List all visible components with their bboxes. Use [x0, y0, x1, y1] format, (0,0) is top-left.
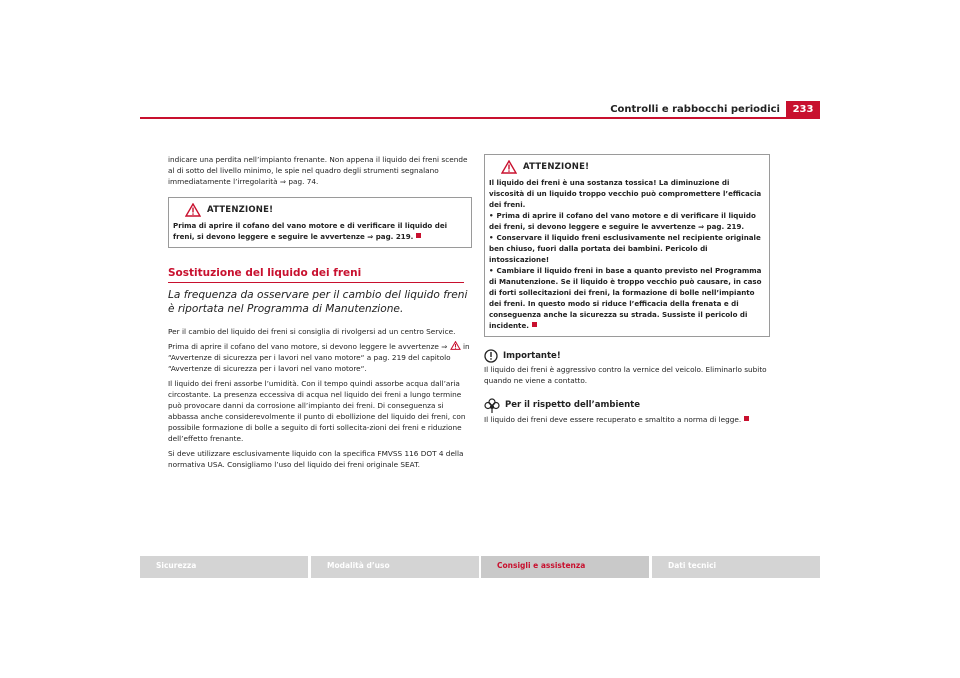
warning-text-content: Prima di aprire il cofano del vano motore e di verificare il liquido dei freni, si devono leggere e seguire le avvertenze ⇒ pag. 219. [173, 221, 448, 241]
warning-triangle-icon [450, 341, 461, 350]
warning-box-left [168, 197, 472, 248]
section-subtitle: La frequenza da osservare per il cambio del liquido freni è riportata nel Programma di Manutenzione. [168, 289, 468, 315]
end-mark-icon [744, 416, 749, 421]
bullet-dot-icon: • [489, 233, 494, 242]
warning-bullet-text: Conservare il liquido freni esclusivamente nel recipiente originale ben chiuso, fuori dalla portata dei bambini. Pericolo di intossicazione! [489, 233, 761, 264]
important-text: Il liquido dei freni è aggressivo contro la vernice del veicolo. Eliminarlo subito quando ne viene a contatto. [484, 365, 767, 385]
warning-lead: Il liquido dei freni è una sostanza tossica! La diminuzione di viscosità di un liquido troppo vecchio può compromettere l’efficacia dei freni. [489, 178, 762, 209]
warning-bullet [489, 265, 765, 331]
footer-tab-label: Consigli e assistenza [497, 561, 586, 570]
page-header-title: Controlli e rabbocchi periodici [610, 104, 780, 115]
footer-tab-label: Sicurezza [156, 561, 197, 570]
page-number: 233 [786, 101, 820, 118]
paragraph-specification: Si deve utilizzare esclusivamente liquido con la specifica FMVSS 116 DOT 4 della normativa USA. Consigliamo l’uso del liquido dei freni originale SEAT. [168, 449, 464, 469]
warning-triangle-icon [185, 203, 201, 217]
exclamation-circle-icon [484, 349, 498, 363]
warning-bullet-text: Prima di aprire il cofano del vano motore e di verificare il liquido dei freni, si devono leggere e seguire le avvertenze ⇒ pag. 219. [489, 211, 756, 231]
important-title: Importante! [503, 350, 561, 361]
warning-header [501, 160, 765, 174]
environment-text [484, 414, 770, 425]
footer-tab-modalita-uso[interactable] [311, 556, 479, 578]
paragraph-humidity: Il liquido dei freni assorbe l’umidità. Con il tempo quindi assorbe acqua dall’aria circostante. La presenza eccessiva di acqua nel liquido dei freni a lungo termine può provocare danni da corrosione all’impianto dei freni. Di conseguenza si abbassa anche considerevolmente il punto di ebollizione del liquido dei freni, con possibile formazione di bolle a seguito di forti sollecita-zioni dei freni e riduzione dell’effetto frenante. [168, 379, 466, 443]
footer-tab-dati-tecnici[interactable] [652, 556, 820, 578]
environment-title: Per il rispetto dell’ambiente [505, 400, 641, 410]
paragraph-warnings-ref-start: Prima di aprire il cofano del vano motore, si devono leggere le avvertenze ⇒ [168, 342, 448, 351]
warning-text [489, 177, 765, 331]
warning-bullet-text: Cambiare il liquido freni in base a quanto previsto nel Programma di Manutenzione. Se il liquido è troppo vecchio può causare, in caso di forti sollecitazioni dei freni, la formazione di bolle nell’impianto dei freni. In questo modo si riduce l’efficacia della frenata e di conseguenza anche la sicurezza su strada. Sussiste il pericolo di incidente. [489, 266, 762, 330]
paragraph-service: Per il cambio del liquido dei freni si consiglia di rivolgersi ad un centro Service. [168, 327, 456, 336]
warning-bullet [489, 210, 765, 232]
warning-text [173, 220, 467, 242]
warning-title: ATTENZIONE! [207, 204, 274, 215]
paragraph-warnings-ref-end: in “Avvertenze di sicurezza per i lavori nel vano motore“ a pag. 219 del capitolo “Avvertenze di sicurezza per i lavori nel vano motore“. [168, 342, 470, 373]
important-header [484, 349, 770, 363]
footer-tab-label: Dati tecnici [668, 561, 717, 570]
footer-tab-sicurezza[interactable] [140, 556, 308, 578]
end-mark-icon [416, 233, 421, 238]
paragraph-warnings-ref [168, 341, 472, 374]
environment-text-content: Il liquido dei freni deve essere recuperato e smaltito a norma di legge. [484, 415, 742, 424]
warning-triangle-icon [501, 160, 517, 174]
bullet-dot-icon: • [489, 211, 494, 220]
flower-icon [484, 398, 500, 413]
end-mark-icon [532, 322, 537, 327]
intro-paragraph: indicare una perdita nell’impianto frenante. Non appena il liquido dei freni scende al di sotto del livello minimo, le spie nel quadro degli strumenti segnalano immediatamente l’irregolarità ⇒ pag. 74. [168, 155, 468, 186]
footer-tab-consigli-assistenza[interactable] [481, 556, 649, 578]
left-column [168, 154, 472, 474]
warning-bullet [489, 232, 765, 265]
header-rule [140, 117, 820, 119]
right-column [484, 154, 770, 429]
section-title: Sostituzione del liquido dei freni [168, 268, 464, 283]
footer-tab-label: Modalità d’uso [327, 561, 390, 570]
warning-title: ATTENZIONE! [523, 161, 590, 172]
environment-header [484, 398, 770, 413]
warning-box-right [484, 154, 770, 337]
bullet-dot-icon: • [489, 266, 494, 275]
warning-header [185, 203, 467, 217]
